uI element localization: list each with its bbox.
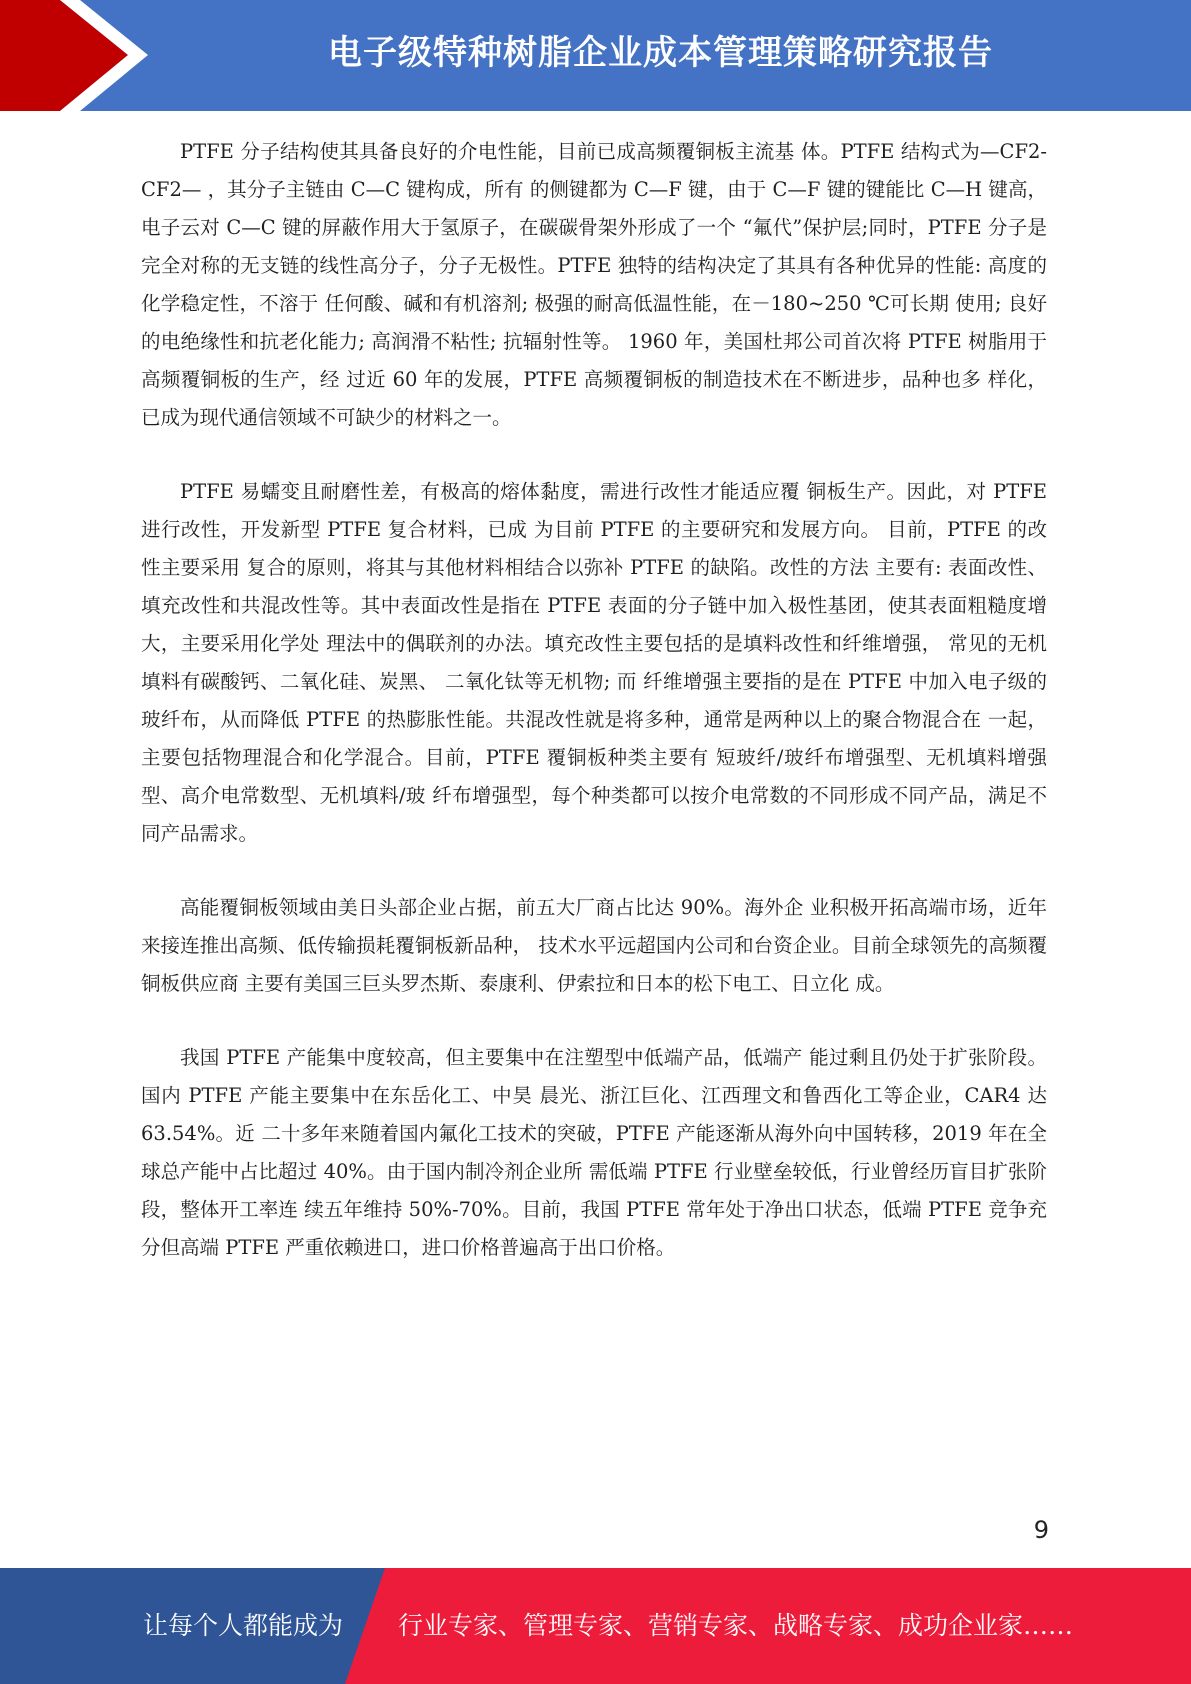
document-body xyxy=(141,133,1047,1303)
paragraph-4: 我国 PTFE 产能集中度较高，但主要集中在注塑型中低端产品，低端产 能过剩且仍处于扩张阶段。国内 PTFE 产能主要集中在东岳化工、中昊 晨光、浙江巨化、江西理文和鲁西化工等企业，CAR4 达 63.54%。近 二十多年来随着国内氟化工技术的突破，PTFE 产能逐渐从海外向中国转移，2019 年在全球总产能中占比超过 40%。由于国内制冷剂企业所 需低端 PTFE 行业壁垒较低，行业曾经历盲目扩张阶段，整体开工率连 续五年维持 50%-70%。目前，我国 PTFE 常年处于净出口状态，低端 PTFE 竞争充分但高端 PTFE 严重依赖进口，进口价格普遍高于出口价格。 xyxy=(141,1046,1047,1259)
footer-slogan-left: 让每个人都能成为 xyxy=(143,1611,344,1640)
page-number: 9 xyxy=(1033,1516,1049,1544)
footer-banner xyxy=(0,1568,1191,1684)
footer-slogan-right: 行业专家、管理专家、营销专家、战略专家、成功企业家…… xyxy=(398,1611,1074,1640)
header-arrow-decoration xyxy=(0,0,160,111)
header-arrow-red xyxy=(0,0,128,111)
paragraph-1: PTFE 分子结构使其具备良好的介电性能，目前已成高频覆铜板主流基 体。PTFE 结构式为—CF2-CF2— ，其分子主链由 C—C 键构成，所有 的侧键都为 C—F 键，由于 C—F 键的键能比 C—H 键高，电子云对 C—C 键的屏蔽作用大于氢原子，在碳碳骨架外形成了一个 “氟代”保护层;同时，PTFE 分子是完全对称的无支链的线性高分子，分子无极性。PTFE 独特的结构决定了其具有各种优异的性能: 高度的化学稳定性，不溶于 任何酸、碱和有机溶剂; 极强的耐高低温性能，在－180~250 ℃可长期 使用; 良好的电绝缘性和抗老化能力; 高润滑不粘性; 抗辐射性等。 1960 年，美国杜邦公司首次将 PTFE 树脂用于高频覆铜板的生产，经 过近 60 年的发展，PTFE 高频覆铜板的制造技术在不断进步，品种也多 样化，已成为现代通信领域不可缺少的材料之一。 xyxy=(141,140,1047,429)
header-bar xyxy=(0,0,1191,111)
report-title: 电子级特种树脂企业成本管理策略研究报告 xyxy=(328,33,993,73)
paragraph-3: 高能覆铜板领域由美日头部企业占据，前五大厂商占比达 90%。海外企 业积极开拓高端市场，近年来接连推出高频、低传输损耗覆铜板新品种， 技术水平远超国内公司和台资企业。目前全球领先的高频覆铜板供应商 主要有美国三巨头罗杰斯、泰康利、伊索拉和日本的松下电工、日立化 成。 xyxy=(141,896,1047,995)
paragraph-2: PTFE 易蠕变且耐磨性差，有极高的熔体黏度，需进行改性才能适应覆 铜板生产。因此，对 PTFE 进行改性，开发新型 PTFE 复合材料，已成 为目前 PTFE 的主要研究和发展方向。 目前，PTFE 的改性主要采用 复合的原则，将其与其他材料相结合以弥补 PTFE 的缺陷。改性的方法 主要有: 表面改性、填充改性和共混改性等。其中表面改性是指在 PTFE 表面的分子链中加入极性基团，使其表面粗糙度增大，主要采用化学处 理法中的偶联剂的办法。填充改性主要包括的是填料改性和纤维增强， 常见的无机填料有碳酸钙、二氧化硅、炭黑、 二氧化钛等无机物; 而 纤维增强主要指的是在 PTFE 中加入电子级的玻纤布，从而降低 PTFE 的热膨胀性能。共混改性就是将多种，通常是两种以上的聚合物混合在 一起，主要包括物理混合和化学混合。目前，PTFE 覆铜板种类主要有 短玻纤/玻纤布增强型、无机填料增强型、高介电常数型、无机填料/玻 纤布增强型，每个种类都可以按介电常数的不同形成不同产品，满足不 同产品需求。 xyxy=(141,480,1047,845)
